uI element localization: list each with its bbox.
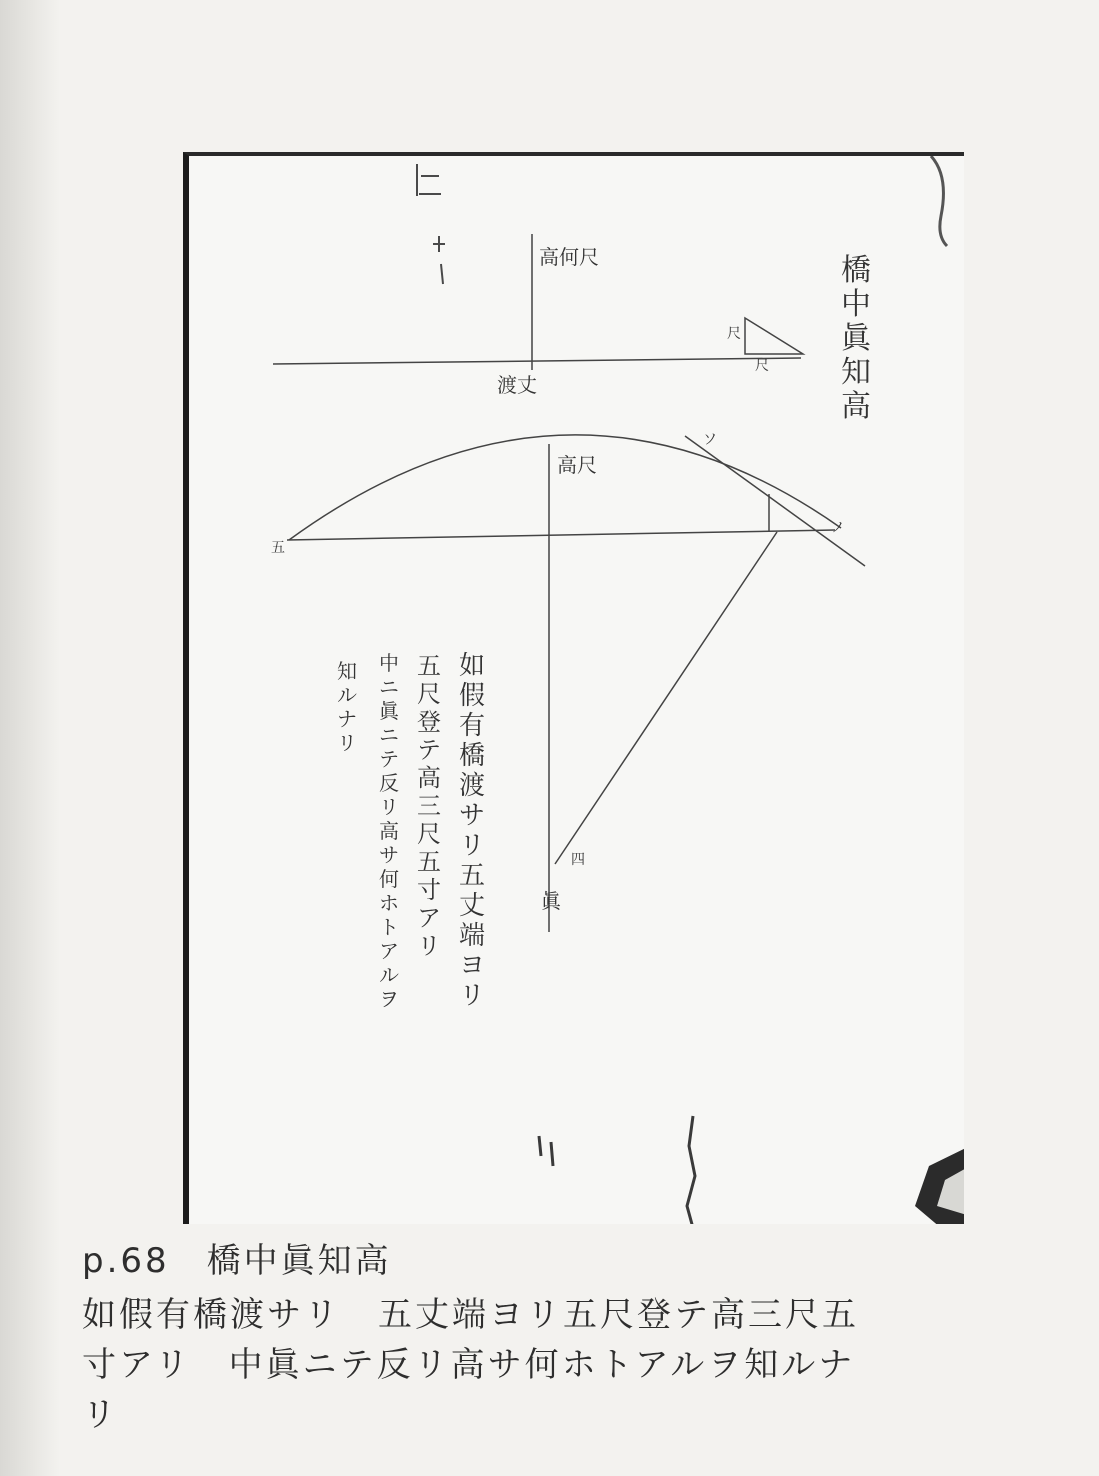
tangent-mark: ソ: [703, 432, 717, 448]
bridge-arc: [289, 435, 841, 540]
radius-line: [555, 532, 777, 864]
bottom-stray-marks: [539, 1116, 695, 1224]
page-reference: p.68: [82, 1241, 170, 1281]
arc-chord: [287, 530, 835, 540]
top-horizontal-line: [273, 358, 801, 364]
manuscript-title-column: 橋中眞知高: [841, 253, 871, 424]
caption-heading: [82, 1238, 1072, 1284]
text-column-3: 中ニ眞ニテ反リ高サ何ホトアルヲ: [379, 651, 399, 1011]
right-base-mark: ノ: [831, 520, 845, 536]
binding-gutter-shadow: [0, 0, 60, 1476]
text-column-4: 知ルナリ: [337, 659, 357, 755]
triangle-side-label: 尺: [727, 326, 741, 342]
manuscript-drawing: [189, 156, 964, 1224]
page-edge-mark: [931, 156, 947, 246]
text-column-1: 如假有橋渡サリ五丈端ヨリ: [459, 651, 486, 1011]
top-axis-label: 高何尺: [539, 245, 599, 269]
caption-title: 橋中眞知高: [206, 1241, 392, 1281]
tangent-line: [685, 436, 865, 566]
caption-line-1: 如假有橋渡サリ 五丈端ヨリ五尺登テ高三尺五: [82, 1295, 859, 1335]
manuscript-scan: [183, 152, 964, 1224]
text-column-2: 五尺登テ高三尺五寸アリ: [417, 652, 441, 960]
top-base-label: 渡丈: [497, 373, 537, 397]
small-triangle: [745, 318, 803, 354]
lower-mark: 四: [571, 852, 585, 868]
center-label: 眞: [541, 889, 561, 913]
stray-ink-marks: [417, 164, 445, 284]
triangle-base-label: 尺: [755, 358, 769, 374]
caption-line-2: 寸アリ 中眞ニテ反リ高サ何ホトアルヲ知ルナ: [82, 1345, 856, 1385]
caption-line-3: リ: [82, 1395, 119, 1435]
arc-height-label: 高尺: [557, 453, 597, 477]
arc-left-mark: 五: [271, 540, 285, 556]
